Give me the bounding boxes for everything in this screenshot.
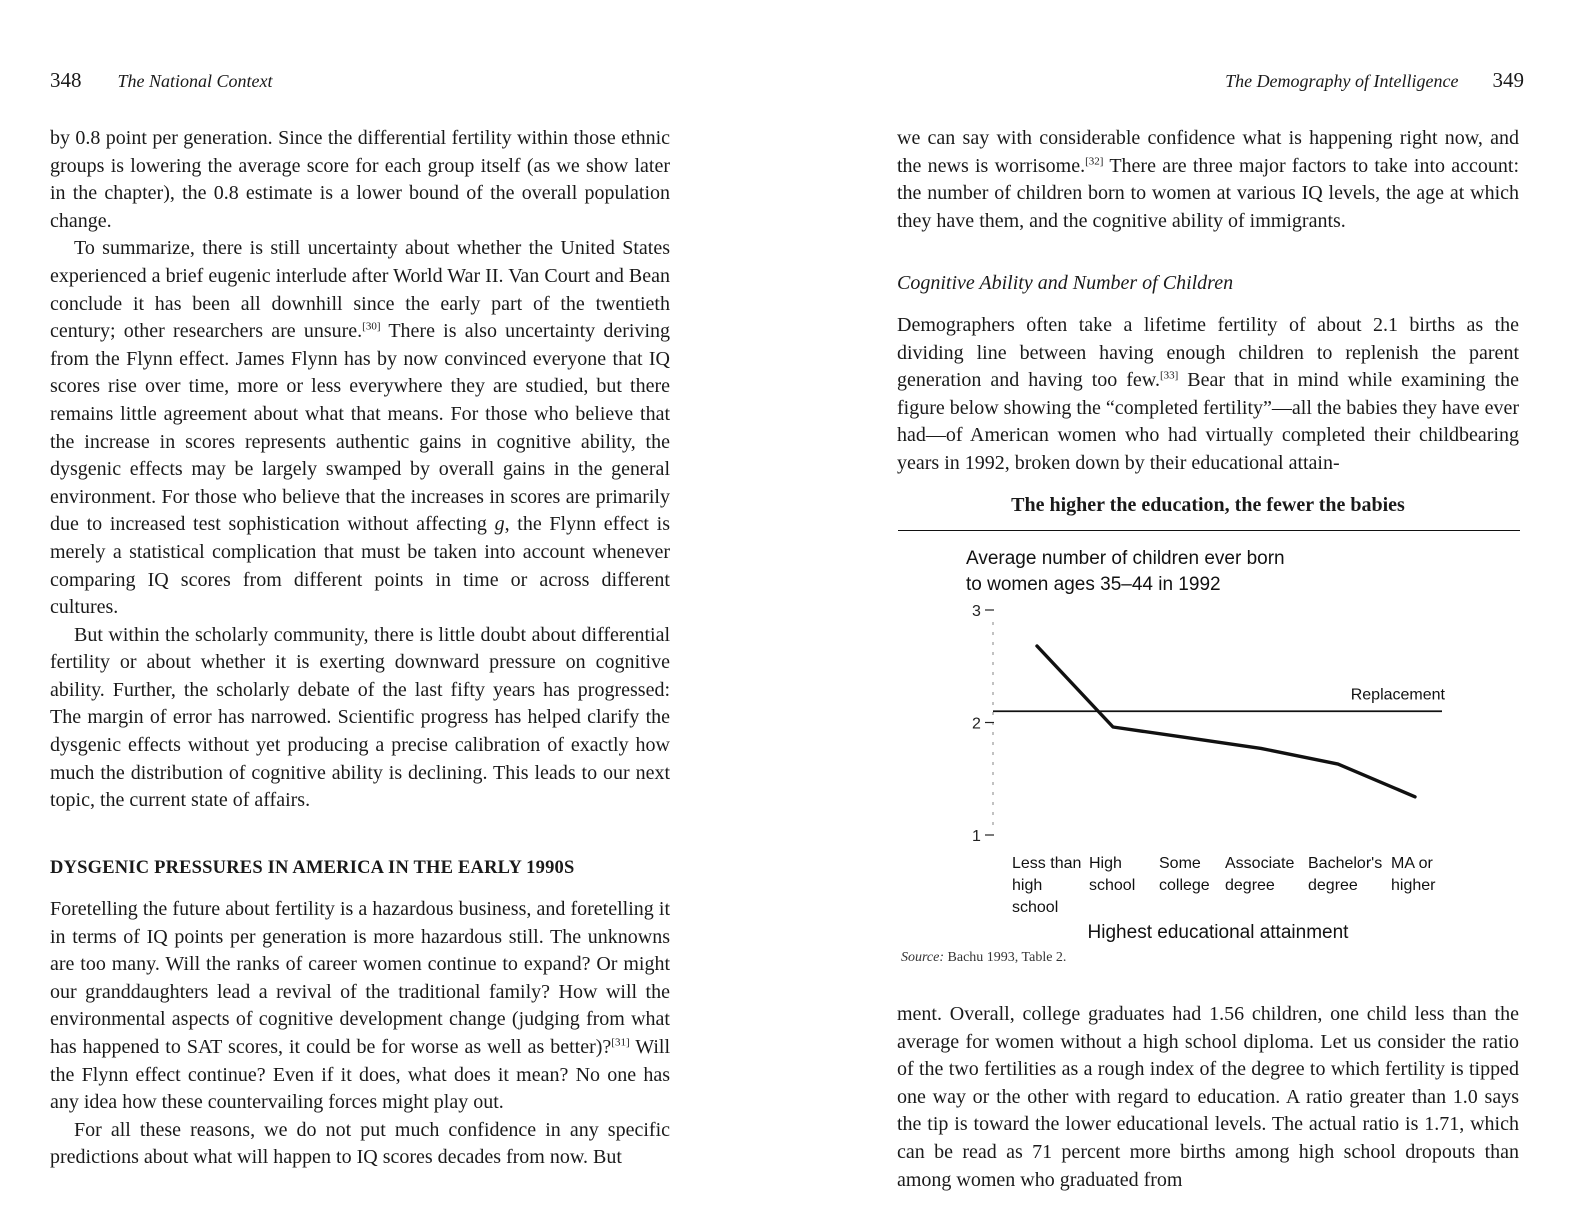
- x-category-label: degree: [1308, 877, 1358, 894]
- source-label: Source:: [901, 950, 945, 965]
- chart-title: The higher the education, the fewer the babies: [1011, 494, 1405, 516]
- x-category-label: college: [1159, 877, 1210, 894]
- p2-text-a: To summarize, there is still uncertainty about whether the United States experienced a brief eugenic interlude after World War II. Van Court and Bean conclude it has been all downhill since the early part of the twentieth century; other researchers are unsure.: [50, 237, 670, 343]
- p4-text-b: Will the Flynn effect continue? Even if it does, what does it mean? No one has any idea how these countervailing forces might play out.: [50, 1035, 671, 1114]
- x-axis-label: Highest educational attainment: [1087, 922, 1349, 943]
- right-page: [791, 0, 1582, 1220]
- fertility-series-line: [1037, 646, 1415, 797]
- footnote-32: [32]: [1085, 154, 1104, 167]
- series-line-group: [1037, 646, 1415, 797]
- replacement-label: Replacement: [1350, 686, 1445, 704]
- right-running-head: [1225, 68, 1524, 93]
- subheading: Cognitive Ability and Number of Children: [897, 272, 1234, 294]
- section-heading: DYSGENIC PRESSURES IN AMERICA IN THE EARLY 1990S: [50, 858, 575, 878]
- left-running-title: The National Context: [117, 71, 273, 91]
- right-paragraph-1: [897, 125, 1519, 235]
- g-factor: g: [494, 513, 505, 536]
- replacement-line-group: [993, 686, 1446, 711]
- x-category-label: Bachelor's: [1308, 855, 1383, 872]
- x-category-label: High: [1089, 855, 1122, 872]
- p2-text-c: , the Flynn effect is merely a statistical complication that must be taken into account whenever comparing IQ scores from different points in time or across different cultures.: [50, 513, 670, 619]
- r-p1-text-b: There are three major factors to take into account: the number of children born to women at various IQ levels, the age at which they have them, and the cognitive ability of immigrants.: [897, 154, 1519, 232]
- left-paragraph-2: [50, 235, 670, 621]
- left-paragraph-1: by 0.8 point per generation. Since the differential fertility within those ethnic groups is lowering the average score for each group itself (as we show later in the chapter), the 0.8 estimate is a lower bound of the overall population change.: [50, 127, 670, 232]
- right-column-top: [897, 125, 1519, 235]
- r-p1-text-a: we can say with considerable confidence what is happening right now, and the news is worrisome.: [897, 127, 1519, 177]
- left-paragraph-3: But within the scholarly community, there is little doubt about differential fertility or about whether it is exerting downward pressure on cognitive ability. Further, the scholarly debate of the last fifty years has progressed: The margin of error has narrowed. Scientific progress has helped clarify the dysgenic effects without yet producing a precise calibration of exactly how much the distribution of cognitive ability is declining. This leads to our next topic, the current state of affairs.: [50, 623, 670, 812]
- left-paragraph-4: [50, 896, 670, 1117]
- left-page-number: 348: [50, 68, 82, 92]
- r-p2-text-a: Demographers often take a lifetime fertility of about 2.1 births as the dividing line between having enough children to replenish the parent generation and having too few.: [897, 314, 1519, 392]
- chart-rule: [898, 530, 1520, 531]
- p2-text-b: There is also uncertainty deriving from the Flynn effect. James Flynn has by now convinced everyone that IQ scores rise over time, more or less everywhere they are studied, but there remains little agreement about what that means. For those who believe that the increase in scores represents authentic gains in cognitive ability, the dysgenic effects may be largely swamped by overall gains in the general environment. For those who believe that the increases in scores are primarily due to increased test sophistication without affecting: [50, 320, 670, 536]
- x-category-label: higher: [1391, 877, 1436, 894]
- y-tick-label: 3: [972, 603, 981, 620]
- footnote-33: [33]: [1159, 369, 1179, 382]
- x-category-label: school: [1012, 899, 1059, 916]
- x-category-label: Less than: [1012, 855, 1082, 872]
- right-page-number: 349: [1492, 68, 1524, 92]
- x-category-label: high: [1012, 877, 1043, 894]
- chart-source: [901, 950, 1066, 966]
- y-axis: [972, 603, 994, 845]
- x-category-label: Some: [1159, 855, 1201, 872]
- right-column-bottom: [897, 1001, 1519, 1194]
- left-paragraph-5: For all these reasons, we do not put much confidence in any specific predictions about what will happen to IQ scores decades from now. But: [50, 1118, 670, 1169]
- r-p2-text-b: Bear that in mind while examining the figure below showing the “completed fertility”—all the babies they have ever had—of American women who had virtually completed their childbearing years in 1992, broken down by their educational attain-: [897, 369, 1520, 474]
- left-column-top: [50, 125, 670, 815]
- y-tick-label: 1: [972, 828, 981, 845]
- source-text: Bachu 1993, Table 2.: [944, 950, 1067, 965]
- footnote-31: [31]: [611, 1036, 630, 1049]
- x-category-label: MA or: [1391, 855, 1433, 872]
- x-category-label: Associate: [1225, 855, 1295, 872]
- x-category-label: degree: [1225, 877, 1275, 894]
- right-paragraph-3: ment. Overall, college graduates had 1.56 children, one child less than the average for women without a high school diploma. Let us consider the ratio of the two fertilities as a rough index of the degree to which fertility is tipped one way or the other with regard to education. A ratio greater than 1.0 says the tip is toward the lower educational levels. The actual ratio is 1.71, which can be read as 71 percent more births among high school dropouts than among women who graduated from: [897, 1003, 1519, 1191]
- right-running-title: The Demography of Intelligence: [1225, 71, 1459, 91]
- x-category-label: school: [1089, 877, 1136, 894]
- right-column-mid: [897, 312, 1519, 478]
- left-running-head: [50, 68, 273, 93]
- x-axis-categories: [1012, 855, 1436, 916]
- right-paragraph-2: [897, 312, 1519, 478]
- fertility-line-chart: [897, 535, 1519, 945]
- left-column-bottom: [50, 896, 670, 1172]
- y-axis-label-line1: Average number of children ever born: [966, 548, 1285, 569]
- y-axis-label-line2: to women ages 35–44 in 1992: [966, 574, 1221, 595]
- footnote-30: [30]: [362, 320, 381, 333]
- y-tick-label: 2: [972, 715, 981, 733]
- p4-text-a: Foretelling the future about fertility is a hazardous business, and foretelling it in terms of IQ points per generation is more hazardous still. The unknowns are too many. Will the ranks of career women continue to expand? Or might our granddaughters lead a revival of the traditional family? How will the environmental aspects of cognitive development change (judging from what has happened to SAT scores, it could be for worse as well as better)?: [50, 898, 670, 1058]
